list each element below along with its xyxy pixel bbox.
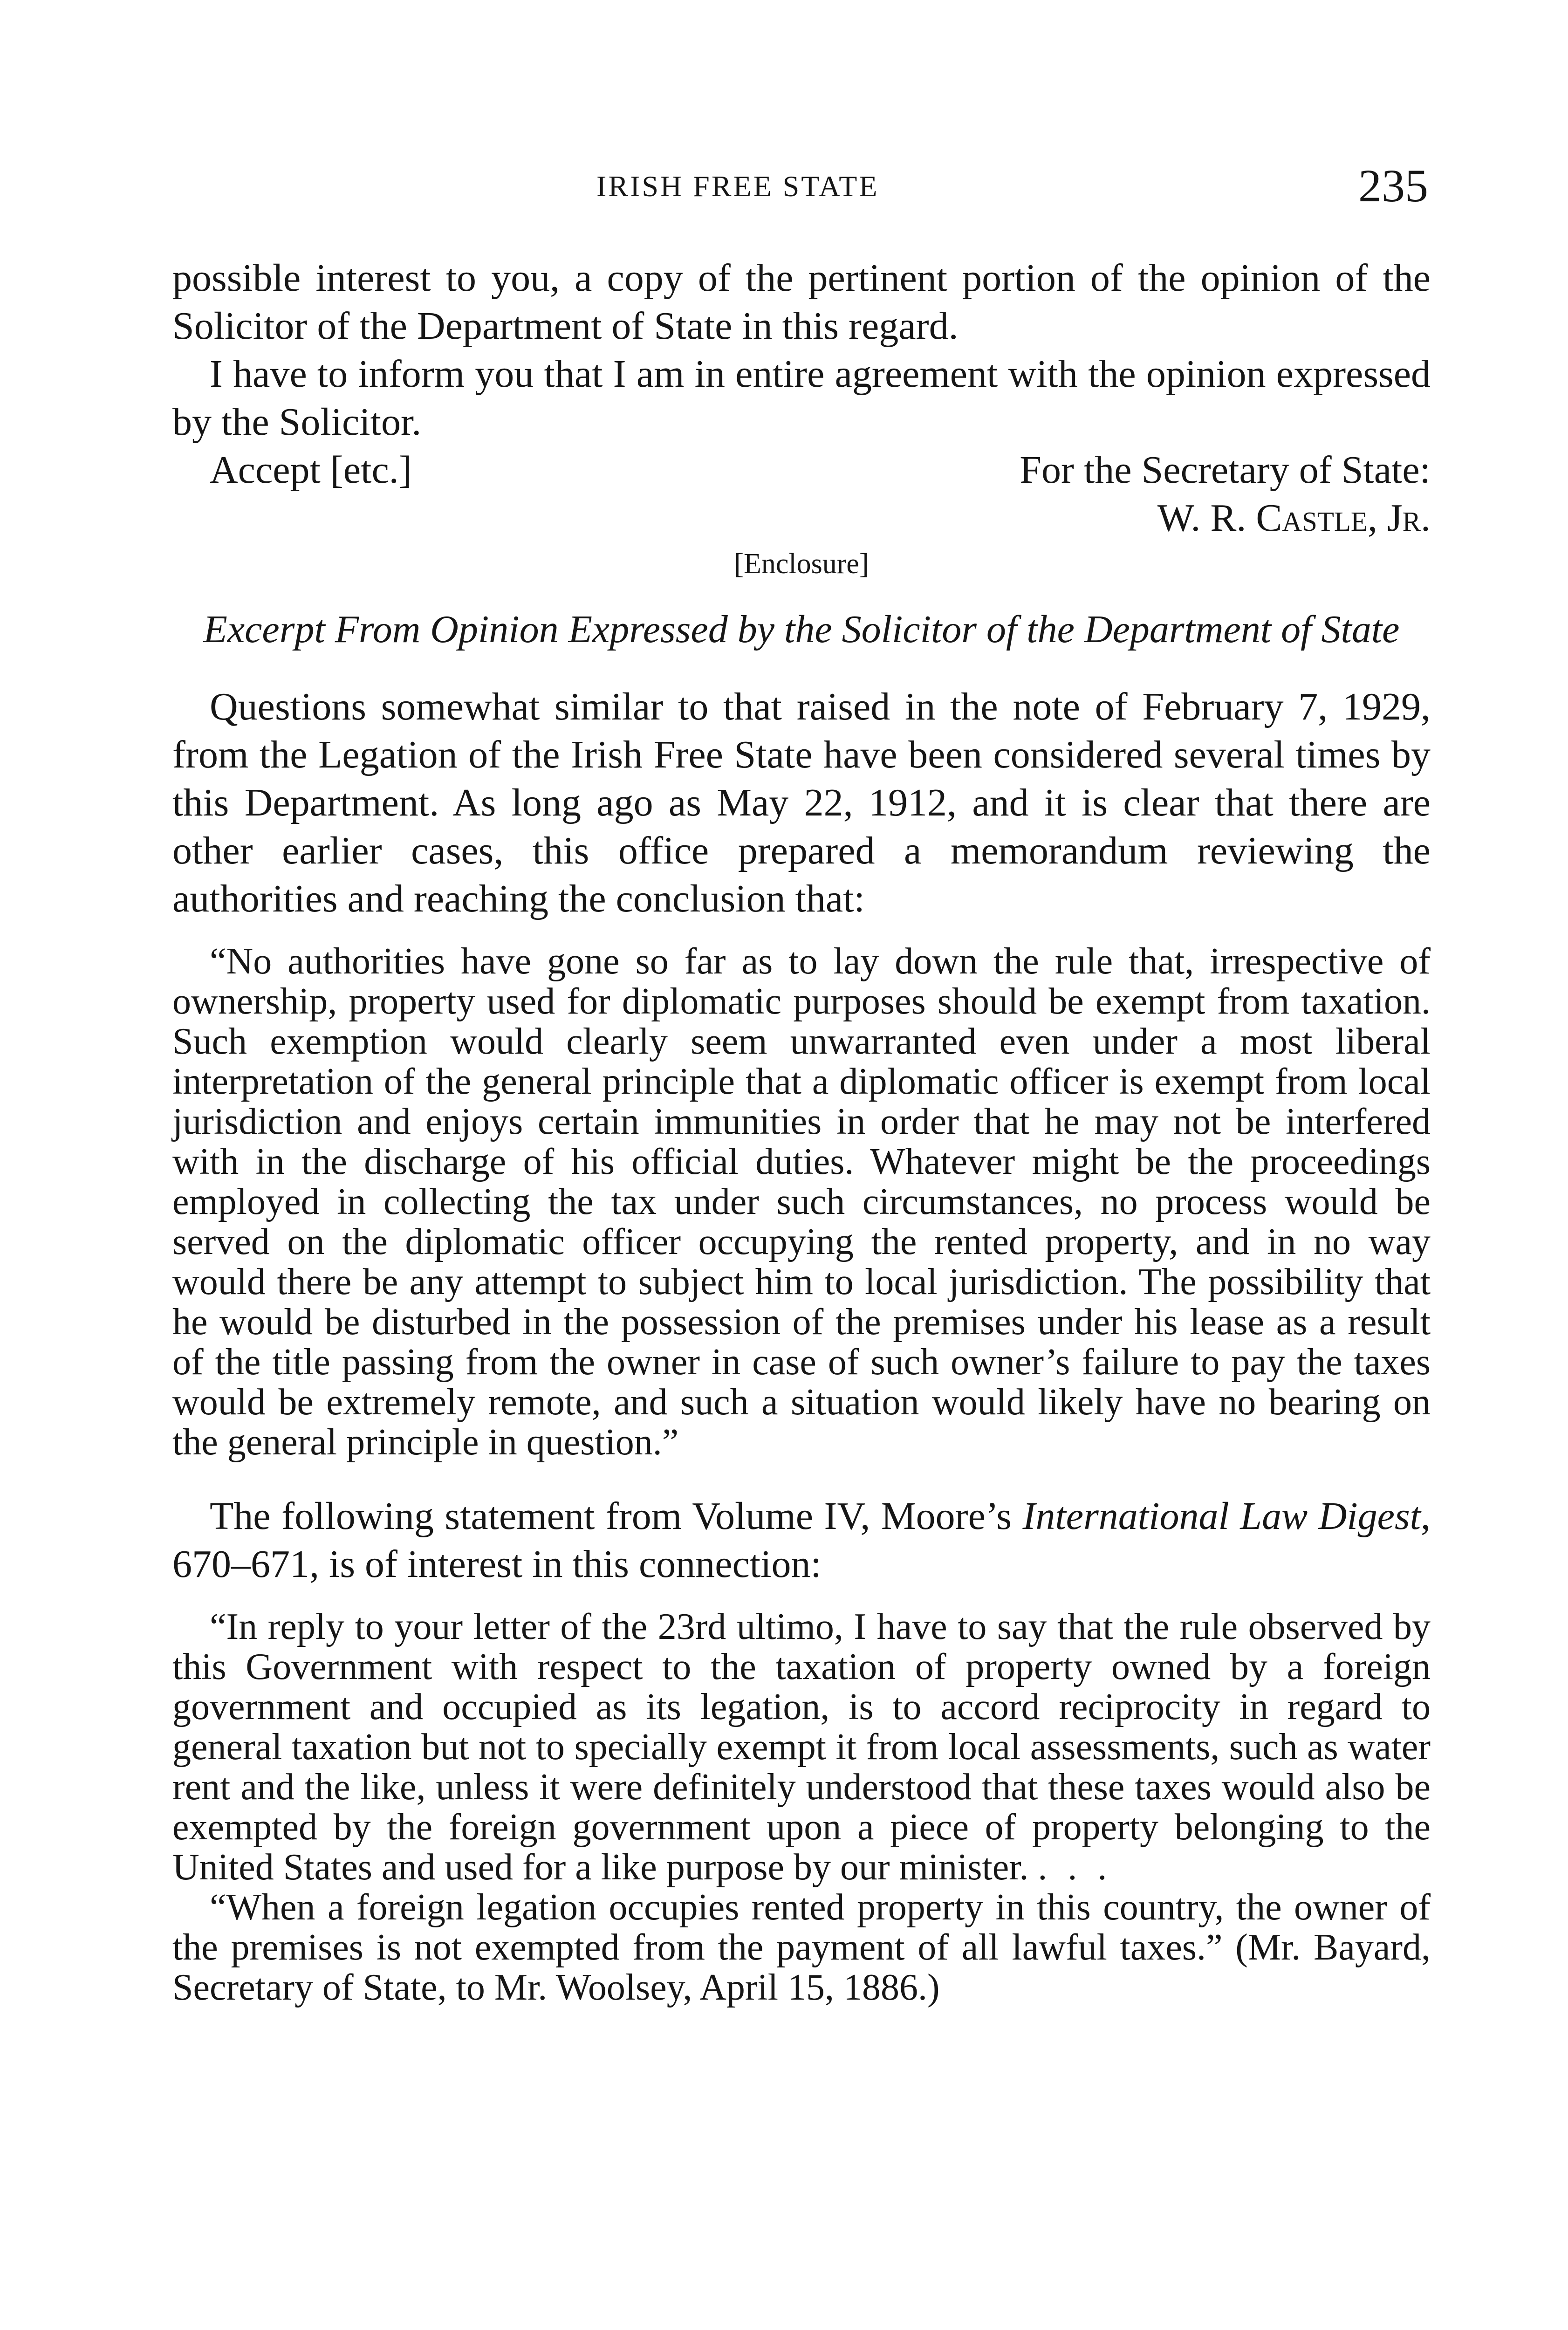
letter-agreement: I have to inform you that I am in entire agreement with the opinion expressed by the Solicitor. — [172, 352, 1431, 444]
accept-line: Accept [etc.] — [210, 448, 412, 492]
block-quote-2-text: “In reply to your letter of the 23rd ultimo, I have to say that the rule observed by this Government with respect to the taxation of property owned by a foreign government and occupied as its legation, is to accord reciprocity in regard to general taxation but not to specially exempt it from local assessments, such as water rent and the like, unless it were definitely understood that these taxes would also be exempted by the foreign government upon a piece of property belonging to the United States and used for a like purpose by our minister. — [172, 1606, 1431, 1888]
ellipsis: . . . — [1038, 1847, 1113, 1888]
page-header — [0, 160, 1568, 217]
paragraph-1: Questions somewhat similar to that raised in the note of February 7, 1929, from the Legation of the Irish Free State have been considered several times by this Department. As long ago as May 22, 1912, and it is clear that there are other earlier cases, this office prepared a memorandum reviewing the authorities and reaching the conclusion that: — [172, 685, 1431, 920]
paragraph-2-text-a: The following statement from Volume IV, Moore’s — [210, 1494, 1023, 1538]
excerpt-title: Excerpt From Opinion Expressed by the Solicitor of the Department of State — [203, 608, 1400, 651]
paragraph-2-text-b: , 670–671, is of interest in this connection: — [172, 1494, 1431, 1586]
body-text — [172, 254, 1431, 2008]
block-quote-3: “When a foreign legation occupies rented property in this country, the owner of the premises is not exempted from the payment of all lawful taxes.” (Mr. Bayard, Secretary of State, to Mr. Woolsey, April 15, 1886.) — [172, 1887, 1431, 2008]
page-number: 235 — [1358, 160, 1428, 212]
digest-title: International Law Digest — [1022, 1494, 1421, 1538]
enclosure-label: [Enclosure] — [734, 548, 869, 580]
paragraph-2 — [172, 1492, 1431, 1588]
running-head: IRISH FREE STATE — [596, 170, 879, 203]
letter-closing — [172, 446, 1431, 542]
signature: W. R. Castle, Jr. — [1157, 496, 1431, 540]
block-quote-1: “No authorities have gone so far as to lay down the rule that, irrespective of ownership, property used for diplomatic purposes should be exempt from taxation. Such exemption would clearly seem unwarranted even under a most liberal interpretation of the general principle that a diplomatic officer is exempt from local jurisdiction and enjoys certain immunities in order that he may not be interfered with in the discharge of his official duties. Whatever might be the proceedings employed in collecting the tax under such circumstances, no process would be served on the diplomatic officer occupying the rented property, and in no way would there be any attempt to subject him to local jurisdiction. The possibility that he would be disturbed in the possession of the premises under his lease as a result of the title passing from the owner in case of such owner’s failure to pay the taxes would be extremely remote, and such a situation would likely have no bearing on the general principle in question.” — [172, 941, 1431, 1463]
for-secretary-line: For the Secretary of State: — [1020, 448, 1431, 492]
letter-continuation: possible interest to you, a copy of the pertinent portion of the opinion of the Solicitor of the Department of State in this regard. — [172, 256, 1431, 348]
block-quote-2 — [172, 1607, 1431, 1887]
